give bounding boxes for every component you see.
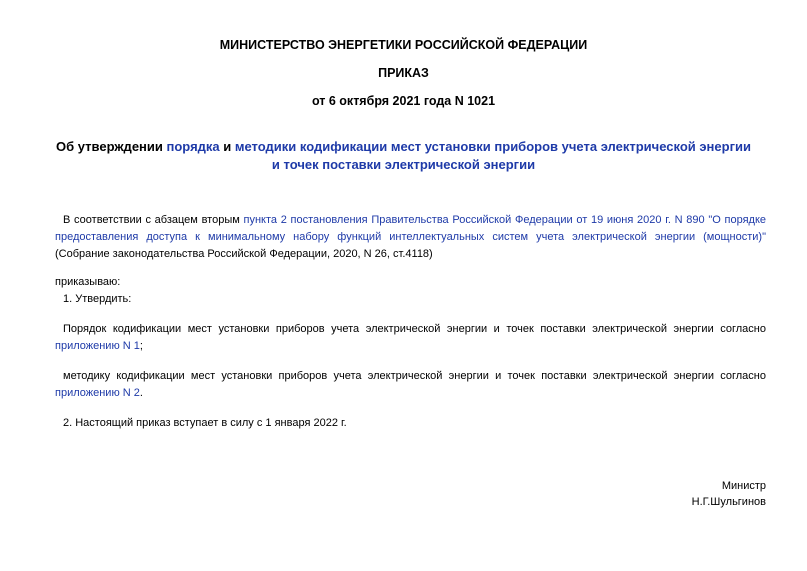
appendix-2-link[interactable]: приложению N 2 bbox=[55, 387, 140, 399]
item-1-text: Порядок кодификации мест установки приборов учета электрической энергии и точек поставки электрической энергии согласно bbox=[63, 323, 766, 335]
title-conjunction: и bbox=[219, 139, 235, 154]
item-2-text: методику кодификации мест установки приборов учета электрической энергии и точек поставки электрической энергии согласно bbox=[63, 370, 766, 382]
point-1-item-2 bbox=[55, 368, 766, 402]
signatory-name: Н.Г.Шульгинов bbox=[691, 496, 766, 508]
item-1-punctuation: ; bbox=[139, 340, 143, 352]
order-link[interactable]: порядка bbox=[166, 139, 220, 154]
point-1-item-1 bbox=[55, 321, 766, 355]
preamble-text-after: (Собрание законодательства Российской Федерации, 2020, N 26, ст.4118) bbox=[55, 248, 433, 260]
order-word: приказываю: bbox=[55, 276, 121, 288]
document-type: ПРИКАЗ bbox=[378, 66, 429, 80]
title-prefix: Об утверждении bbox=[56, 139, 167, 154]
point-1-label: 1. Утвердить: bbox=[63, 293, 132, 305]
methodology-link[interactable] bbox=[235, 139, 751, 172]
signatory-position: Министр bbox=[721, 480, 766, 492]
document-title bbox=[0, 138, 807, 174]
point-2-paragraph: 2. Настоящий приказ вступает в силу с 1 января 2022 г. bbox=[63, 417, 347, 429]
preamble-paragraph bbox=[55, 212, 766, 263]
item-2-punctuation: . bbox=[139, 387, 143, 399]
government-decree-link[interactable]: пункта 2 постановления Правительства Российской Федерации от 19 июня 2020 г. N 890 "О порядке предоставления доступа к минимальному набору функций интеллектуальных систем учета электрической энергии (мощности)" bbox=[55, 214, 766, 243]
document-date-number: от 6 октября 2021 года N 1021 bbox=[311, 94, 496, 108]
methodology-link-line-2: и точек поставки электрической энергии bbox=[271, 157, 536, 172]
ministry-name: МИНИСТЕРСТВО ЭНЕРГЕТИКИ РОССИЙСКОЙ ФЕДЕРАЦИИ bbox=[219, 38, 588, 52]
methodology-link-line-1: методики кодификации мест установки приборов учета электрической энергии bbox=[234, 139, 751, 154]
preamble-text-before: В соответствии с абзацем вторым bbox=[63, 214, 244, 226]
appendix-1-link[interactable]: приложению N 1 bbox=[55, 340, 140, 352]
